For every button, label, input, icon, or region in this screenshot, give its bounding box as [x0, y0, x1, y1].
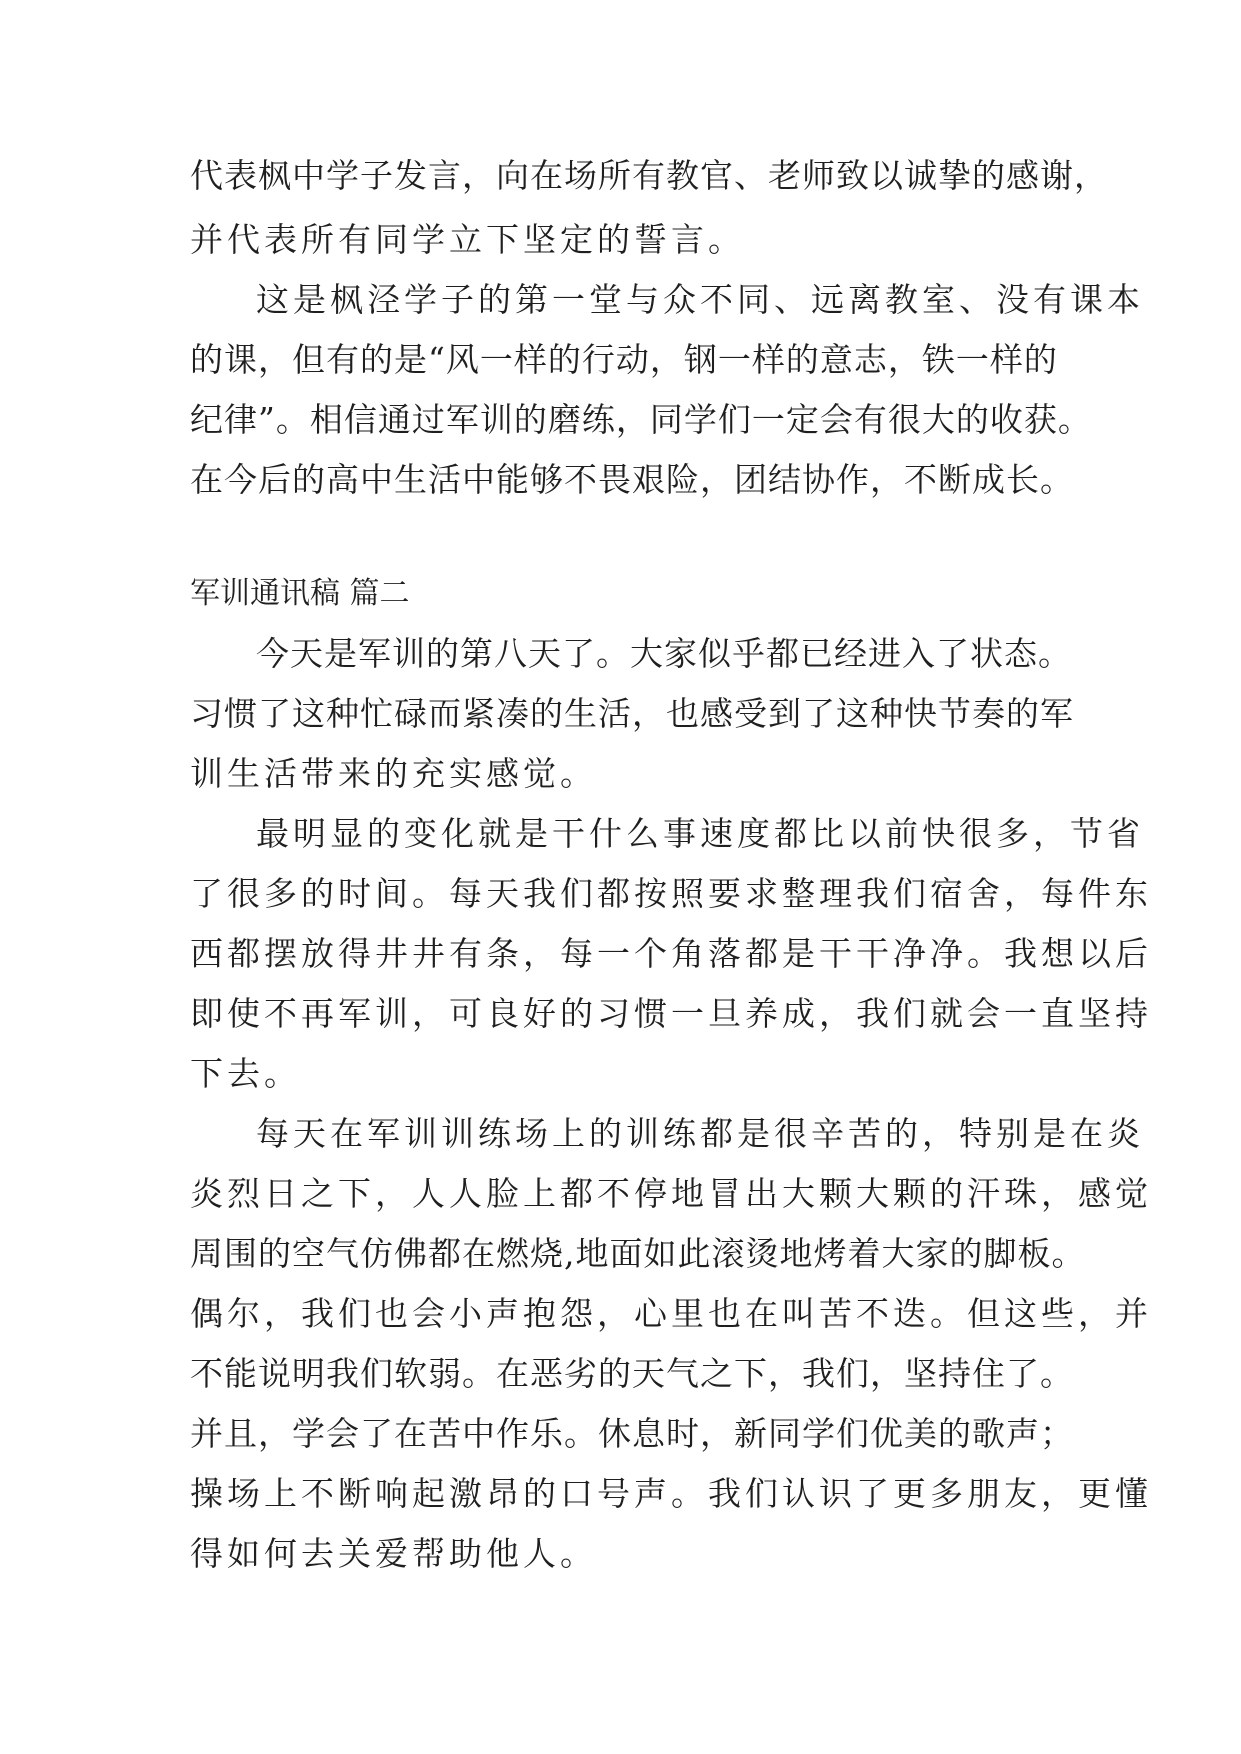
text-line: 了很多的时间。每天我们都按照要求整理我们宿舍，每件东 — [190, 874, 1152, 913]
text-line: 得如何去关爱帮助他人。 — [190, 1534, 597, 1573]
text-line: 训生活带来的充实感觉。 — [190, 754, 597, 793]
text-line: 西都摆放得井井有条，每一个角落都是干干净净。我想以后 — [190, 934, 1152, 973]
section-heading: 军训通讯稿 篇二 — [190, 576, 410, 611]
text-line: 今天是军训的第八天了。大家似乎都已经进入了状态。 — [256, 634, 1072, 673]
text-line: 并且，学会了在苦中作乐。休息时，新同学们优美的歌声； — [190, 1414, 1074, 1453]
text-line: 不能说明我们软弱。在恶劣的天气之下，我们，坚持住了。 — [190, 1354, 1074, 1393]
text-line: 的课，但有的是“风一样的行动，钢一样的意志，铁一样的 — [190, 340, 1058, 379]
text-line: 纪律”。相信通过军训的磨练，同学们一定会有很大的收获。 — [190, 400, 1092, 439]
text-line: 操场上不断响起激昂的口号声。我们认识了更多朋友，更懂 — [190, 1474, 1152, 1513]
text-line: 在今后的高中生活中能够不畏艰险，团结协作，不断成长。 — [190, 460, 1074, 499]
text-line: 每天在军训训练场上的训练都是很辛苦的，特别是在炎 — [256, 1114, 1144, 1153]
text-line: 习惯了这种忙碌而紧凑的生活，也感受到了这种快节奏的军 — [190, 694, 1074, 733]
text-line: 这是枫泾学子的第一堂与众不同、远离教室、没有课本 — [256, 280, 1144, 319]
text-line: 下去。 — [190, 1054, 301, 1093]
text-line: 周围的空气仿佛都在燃烧,地面如此滚烫地烤着大家的脚板。 — [190, 1234, 1086, 1273]
text-line: 即使不再军训，可良好的习惯一旦养成，我们就会一直坚持 — [190, 994, 1152, 1033]
text-line: 炎烈日之下，人人脸上都不停地冒出大颗大颗的汗珠，感觉 — [190, 1174, 1152, 1213]
text-line: 代表枫中学子发言，向在场所有教官、老师致以诚挚的感谢， — [190, 156, 1108, 195]
text-line: 最明显的变化就是干什么事速度都比以前快很多，节省 — [256, 814, 1144, 853]
text-line: 偶尔，我们也会小声抱怨，心里也在叫苦不迭。但这些，并 — [190, 1294, 1152, 1333]
text-line: 并代表所有同学立下坚定的誓言。 — [190, 220, 745, 259]
